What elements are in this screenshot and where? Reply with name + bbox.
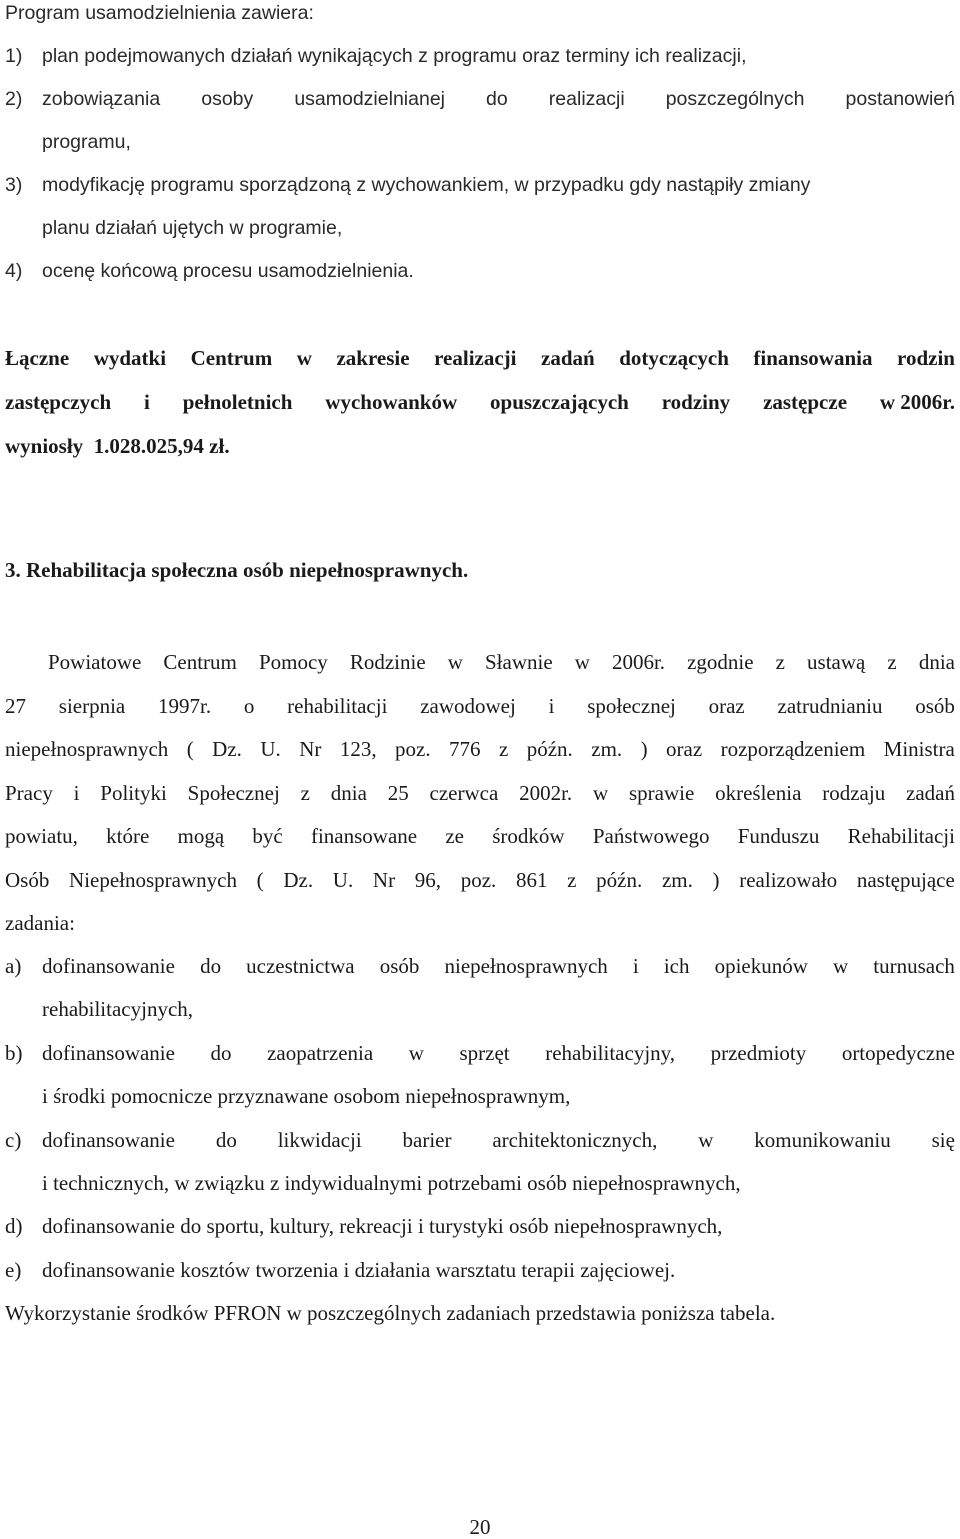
word: do xyxy=(486,88,508,110)
para-line-1 xyxy=(48,652,955,673)
word: czerwca xyxy=(429,781,499,805)
word: z xyxy=(498,737,509,761)
word: w 2006r. xyxy=(879,390,955,414)
word: ustawą xyxy=(807,650,866,674)
word: zobowiązania xyxy=(42,88,161,110)
intro-item-2 xyxy=(5,90,955,110)
word: turnusach xyxy=(873,954,955,978)
word: Polityki xyxy=(100,781,167,805)
section-title: 3. Rehabilitacja społeczna osób niepełnosprawnych. xyxy=(5,558,469,582)
word: realizacji xyxy=(434,346,517,370)
word: i xyxy=(144,390,150,414)
para-line-2 xyxy=(5,696,955,717)
task-item-b xyxy=(5,1043,955,1064)
word: określenia xyxy=(715,781,802,805)
word: Centrum xyxy=(163,650,237,674)
word: następujące xyxy=(856,868,955,892)
word: Rehabilitacji xyxy=(847,824,955,848)
word: 96, xyxy=(414,868,442,892)
word: z xyxy=(567,868,577,892)
list-number: a) xyxy=(5,954,22,978)
word: Niepełnosprawnych xyxy=(69,868,237,892)
list-number: c) xyxy=(5,1128,22,1152)
list-number: 4) xyxy=(5,260,23,282)
word: społecznej xyxy=(587,694,676,718)
word: oraz xyxy=(708,694,745,718)
word: w xyxy=(296,346,312,370)
word: ( xyxy=(186,737,194,761)
word: usamodzielnianej xyxy=(294,88,445,110)
list-item-text: dofinansowanie do sportu, kultury, rekreacji i turystyki osób niepełnosprawnych, xyxy=(42,1214,723,1238)
intro-item-1 xyxy=(5,47,955,67)
intro-item-3 xyxy=(5,176,955,196)
list-item-text: modyfikację programu sporządzoną z wychowankiem, w przypadku gdy nastąpiły zmiany xyxy=(42,174,811,196)
word: 123, xyxy=(339,737,377,761)
word: zadań xyxy=(906,781,955,805)
word: opuszczających xyxy=(490,390,629,414)
word: U. xyxy=(332,868,354,892)
word: rodzaju xyxy=(822,781,886,805)
word: finansowane xyxy=(310,824,418,848)
word: się xyxy=(931,1128,955,1152)
word: Powiatowe xyxy=(48,650,142,674)
word: w xyxy=(574,650,590,674)
word: do xyxy=(200,954,222,978)
word: 1997r. xyxy=(158,694,212,718)
word: zastępczych xyxy=(5,390,112,414)
word: Ministra xyxy=(883,737,955,761)
word: ( xyxy=(256,868,264,892)
task-item-b-cont: i środki pomocnicze przyznawane osobom niepełnosprawnym, xyxy=(42,1084,571,1108)
list-number: 1) xyxy=(5,45,23,67)
para-line-3 xyxy=(5,739,955,760)
list-item-text xyxy=(42,1043,955,1064)
word: być xyxy=(252,824,283,848)
word: rehabilitacyjny, xyxy=(545,1041,676,1065)
task-item-a xyxy=(5,956,955,977)
word: w xyxy=(408,1041,424,1065)
word: dotyczących xyxy=(619,346,729,370)
word: wychowanków xyxy=(325,390,458,414)
word: i xyxy=(73,781,80,805)
word: do xyxy=(210,1041,232,1065)
list-item-text: ocenę końcową procesu usamodzielnienia. xyxy=(42,260,414,282)
word: ich xyxy=(663,954,690,978)
word: zm. xyxy=(661,868,693,892)
intro-item-4 xyxy=(5,262,955,282)
word: niepełnosprawnych xyxy=(5,737,169,761)
word: Funduszu xyxy=(737,824,820,848)
word: Osób xyxy=(5,868,50,892)
task-item-c-cont: i technicznych, w związku z indywidualnymi potrzebami osób niepełnosprawnych, xyxy=(42,1171,741,1195)
word: ) xyxy=(712,868,720,892)
word: dnia xyxy=(918,650,955,674)
page-number: 20 xyxy=(469,1515,491,1539)
word: uczestnictwa xyxy=(246,954,355,978)
word: o xyxy=(243,694,255,718)
word: Sławnie xyxy=(484,650,553,674)
list-number: 3) xyxy=(5,174,23,196)
word: postanowień xyxy=(845,88,955,110)
word: Dz. xyxy=(283,868,314,892)
word: sprawie xyxy=(628,781,695,805)
word: sprzęt xyxy=(459,1041,510,1065)
word: poz. xyxy=(460,868,497,892)
word: zatrudnianiu xyxy=(777,694,883,718)
closing-sentence: Wykorzystanie środków PFRON w poszczególnych zadaniach przedstawia poniższa tabela. xyxy=(5,1301,776,1325)
word: Dz. xyxy=(212,737,242,761)
word: opiekunów xyxy=(714,954,808,978)
word: 776 xyxy=(449,737,481,761)
word: oraz xyxy=(666,737,703,761)
word: zadań xyxy=(541,346,595,370)
list-number: b) xyxy=(5,1041,23,1065)
word: z xyxy=(887,650,897,674)
word: realizowało xyxy=(739,868,838,892)
word: ) xyxy=(640,737,648,761)
word: które xyxy=(106,824,150,848)
word: Państwowego xyxy=(592,824,710,848)
word: wydatki xyxy=(93,346,167,370)
task-item-a-cont: rehabilitacyjnych, xyxy=(42,997,194,1021)
word: poszczególnych xyxy=(665,88,805,110)
word: i xyxy=(632,954,639,978)
list-number: e) xyxy=(5,1258,22,1282)
word: ortopedyczne xyxy=(841,1041,955,1065)
word: 2002r. xyxy=(519,781,573,805)
word: i xyxy=(548,694,555,718)
word: niepełnosprawnych xyxy=(444,954,608,978)
word: osób xyxy=(915,694,955,718)
word: w xyxy=(698,1128,714,1152)
para-line-6 xyxy=(5,870,955,891)
summary-amount: wyniosły 1.028.025,94 zł. xyxy=(5,434,230,458)
word: U. xyxy=(260,737,281,761)
word: zawodowej xyxy=(420,694,516,718)
para-line-4 xyxy=(5,783,955,804)
summary-line-2 xyxy=(5,392,955,413)
list-item-text xyxy=(42,956,955,977)
word: likwidacji xyxy=(277,1128,362,1152)
list-number: d) xyxy=(5,1214,23,1238)
word: ze xyxy=(445,824,465,848)
word: dofinansowanie xyxy=(42,1128,175,1152)
word: dofinansowanie xyxy=(42,954,175,978)
word: w xyxy=(593,781,609,805)
word: 2006r. xyxy=(611,650,666,674)
word: osoby xyxy=(201,88,254,110)
intro-item-3-cont: planu działań ujętych w programie, xyxy=(42,217,343,239)
word: komunikowaniu xyxy=(754,1128,891,1152)
word: zakresie xyxy=(336,346,410,370)
list-item-text xyxy=(42,1130,955,1151)
list-item-text: plan podejmowanych działań wynikających z programu oraz terminy ich realizacji, xyxy=(42,45,747,67)
word: 25 xyxy=(387,781,409,805)
word: do xyxy=(215,1128,237,1152)
word: barier xyxy=(402,1128,452,1152)
word: poz. xyxy=(395,737,431,761)
word: mogą xyxy=(177,824,225,848)
list-number: 2) xyxy=(5,88,23,110)
word: środków xyxy=(492,824,565,848)
word: zm. xyxy=(591,737,623,761)
word: z xyxy=(775,650,785,674)
word: dofinansowanie xyxy=(42,1041,175,1065)
word: przedmioty xyxy=(710,1041,807,1065)
intro-heading: Program usamodzielnienia zawiera: xyxy=(5,2,314,24)
word: Rodzinie xyxy=(349,650,426,674)
word: osób xyxy=(379,954,420,978)
word: finansowania xyxy=(753,346,873,370)
word: 27 xyxy=(5,694,26,718)
list-item-text xyxy=(42,90,955,110)
word: w xyxy=(832,954,849,978)
word: Łączne xyxy=(5,346,70,370)
word: Nr xyxy=(299,737,322,761)
task-item-e xyxy=(5,1260,955,1281)
word: Społecznej xyxy=(187,781,280,805)
word: sierpnia xyxy=(58,694,126,718)
intro-item-2-cont: programu, xyxy=(42,131,131,153)
word: powiatu, xyxy=(5,824,78,848)
summary-line-1 xyxy=(5,348,955,369)
word: realizacji xyxy=(548,88,625,110)
word: Pomocy xyxy=(258,650,328,674)
para-line-7: zadania: xyxy=(5,911,75,935)
word: późn. xyxy=(526,737,573,761)
word: architektonicznych, xyxy=(492,1128,658,1152)
word: 861 xyxy=(515,868,548,892)
word: zgodnie xyxy=(687,650,754,674)
word: z xyxy=(300,781,310,805)
word: pełnoletnich xyxy=(182,390,293,414)
task-item-c xyxy=(5,1130,955,1151)
word: zastępcze xyxy=(763,390,848,414)
word: Pracy xyxy=(5,781,53,805)
word: rodzin xyxy=(897,346,955,370)
task-item-d xyxy=(5,1216,955,1237)
para-line-5 xyxy=(5,826,955,847)
word: dnia xyxy=(330,781,367,805)
word: rehabilitacji xyxy=(287,694,388,718)
word: zaopatrzenia xyxy=(267,1041,374,1065)
word: rozporządzeniem xyxy=(720,737,866,761)
word: późn. xyxy=(596,868,643,892)
word: Nr xyxy=(372,868,396,892)
list-item-text: dofinansowanie kosztów tworzenia i działania warsztatu terapii zajęciowej. xyxy=(42,1258,676,1282)
word: rodziny xyxy=(661,390,731,414)
word: Centrum xyxy=(190,346,273,370)
word: w xyxy=(447,650,463,674)
